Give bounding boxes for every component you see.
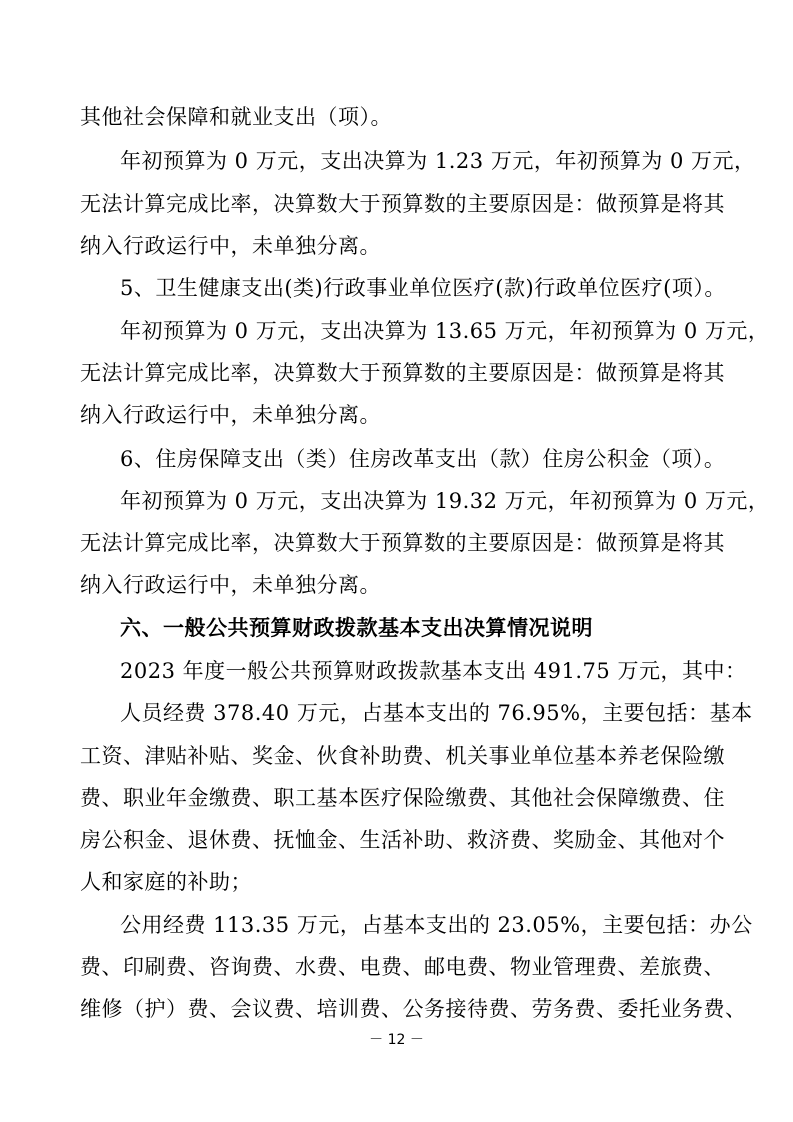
text-line: 费、印刷费、咨询费、水费、电费、邮电费、物业管理费、差旅费、 [80,955,725,979]
text-line: 无法计算完成比率，决算数大于预算数的主要原因是：做预算是将其 [80,192,725,216]
text-line: 无法计算完成比率，决算数大于预算数的主要原因是：做预算是将其 [80,361,725,385]
section-item-5: 5、卫生健康支出(类)行政事业单位医疗(款)行政单位医疗(项）。 [120,276,726,300]
text-line: 纳入行政运行中，未单独分离。 [80,234,381,258]
text-line: 房公积金、退休费、抚恤金、生活补助、救济费、奖励金、其他对个 [80,828,725,852]
text-line: 其他社会保障和就业支出（项）。 [80,105,392,129]
page-number: － 12 － [369,1032,424,1048]
section-item-6: 6、住房保障支出（类）住房改革支出（款）住房公积金（项）。 [120,447,726,471]
text-line: 2023 年度一般公共预算财政拨款基本支出 491.75 万元，其中： [120,659,747,683]
text-line: 人和家庭的补助； [80,870,252,894]
section-heading: 六、一般公共预算财政拨款基本支出决算情况说明 [120,616,593,640]
text-line: 年初预算为 0 万元，支出决算为 19.32 万元，年初预算为 0 万元， [120,489,770,513]
text-line: 纳入行政运行中，未单独分离。 [80,573,381,597]
text-line: 公用经费 113.35 万元，占基本支出的 23.05%，主要包括：办公 [120,913,753,937]
text-line: 人员经费 378.40 万元，占基本支出的 76.95%，主要包括：基本 [120,701,753,725]
text-line: 费、职业年金缴费、职工基本医疗保险缴费、其他社会保障缴费、住 [80,786,725,810]
text-line: 纳入行政运行中，未单独分离。 [80,403,381,427]
text-line: 维修（护）费、会议费、培训费、公务接待费、劳务费、委托业务费、 [80,997,747,1021]
text-line: 年初预算为 0 万元，支出决算为 1.23 万元，年初预算为 0 万元， [120,149,756,173]
text-line: 无法计算完成比率，决算数大于预算数的主要原因是：做预算是将其 [80,531,725,555]
text-line: 工资、津贴补贴、奖金、伙食补助费、机关事业单位基本养老保险缴 [80,744,725,768]
text-line: 年初预算为 0 万元，支出决算为 13.65 万元，年初预算为 0 万元， [120,319,770,343]
